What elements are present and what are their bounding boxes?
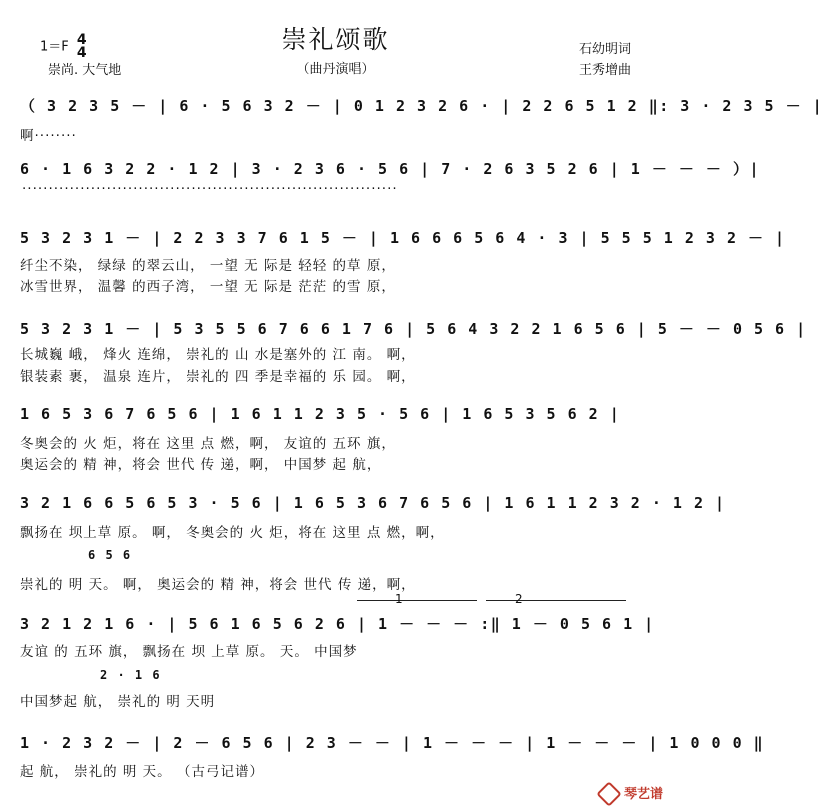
composer: 王秀增曲 — [578, 63, 631, 78]
lyric-line-7: 崇礼的 明 天。 啊， 奥运会的 精 神，将会 世代 传 递，啊， — [20, 577, 416, 593]
lyric-line-5b: 奥运会的 精 神，将会 世代 传 递，啊， 中国梦 起 航， — [20, 457, 382, 473]
volta-label-2: 2 — [515, 592, 523, 606]
lyric-line-3b: 冰雪世界， 温馨 的西子湾， 一望 无 际是 茫茫 的雪 原， — [20, 279, 396, 295]
lyric-line-10: 起 航， 崇礼的 明 天。 （古弓记谱） — [20, 764, 264, 780]
lyric-line-4a: 长城巍 峨， 烽火 连绵， 崇礼的 山 水是塞外的 江 南。 啊， — [20, 347, 416, 363]
score-line-6: 3 2 1 6 6 5 6 5 3 · 5 6 | 1 6 5 3 6 7 6 5 6 | 1 6 1 1 2 3 2 · 1 2 | — [20, 494, 726, 512]
lyric-line-8: 友谊 的 五环 旗， 飘扬在 坝 上草 原。 天。 中国梦 — [20, 644, 358, 660]
key-signature: 1＝F 4 4 — [40, 32, 87, 61]
volta-bracket-2 — [486, 600, 626, 601]
score-line-5: 1 6 5 3 6 7 6 5 6 | 1 6 1 1 2 3 5 · 5 6 | 1 6 5 3 5 6 2 | — [20, 405, 621, 423]
score-line-8: 3 2 1 2 1 6 · | 5 6 1 6 5 6 2 6 | 1 － － － :‖ 1 － 0 5 6 1 | — [20, 615, 655, 633]
tempo-mark: 崇尚. 大气地 — [48, 63, 122, 78]
lyric-line-2: ······································································· — [22, 181, 398, 197]
score-line-7: 6 5 6 — [88, 548, 132, 562]
subtitle: （曲丹演唱） — [296, 62, 375, 77]
score-line-2: 6 · 1 6 3 2 2 · 1 2 | 3 · 2 3 6 · 5 6 | 7 · 2 6 3 5 2 6 | 1 － － － ）| — [20, 160, 760, 178]
watermark — [600, 783, 663, 804]
volta-label-1: 1 — [395, 592, 403, 606]
score-line-4: 5 3 2 3 1 － | 5 3 5 5 6 7 6 6 1 7 6 | 5 6 4 3 2 2 1 6 5 6 | 5 － － 0 5 6 | — [20, 320, 807, 338]
score-line-1: （ 3 2 3 5 － | 6 · 5 6 3 2 － | 0 1 2 3 2 6 · | 2 2 6 5 1 2 ‖: 3 · 2 3 5 － | — [20, 97, 823, 115]
watermark-text: 琴艺谱 — [623, 786, 663, 802]
lyric-line-1: 啊········ — [20, 128, 77, 144]
time-signature-bottom: 4 — [76, 45, 87, 61]
page-title: 崇礼颂歌 — [281, 25, 390, 54]
lyric-line-5a: 冬奥会的 火 炬，将在 这里 点 燃，啊， 友谊的 五环 旗， — [20, 436, 396, 452]
lyricist: 石幼明词 — [578, 42, 631, 57]
lyric-line-9: 中国梦起 航， 崇礼的 明 天明 — [20, 694, 216, 710]
logo-icon — [596, 781, 621, 806]
time-signature-top: 4 — [76, 32, 87, 48]
lyric-line-4b: 银装素 裹， 温泉 连片， 崇礼的 四 季是幸福的 乐 园。 啊， — [20, 369, 416, 385]
score-line-3: 5 3 2 3 1 － | 2 2 3 3 7 6 1 5 － | 1 6 6 6 5 6 4 · 3 | 5 5 5 1 2 3 2 － | — [20, 229, 786, 247]
lyric-line-6: 飘扬在 坝上草 原。 啊， 冬奥会的 火 炬，将在 这里 点 燃，啊， — [20, 525, 445, 541]
score-line-9: 2 · 1 6 — [100, 668, 162, 682]
score-line-10: 1 · 2 3 2 － | 2 － 6 5 6 | 2 3 － － | 1 － － － | 1 － － － | 1 0 0 0 ‖ — [20, 734, 765, 752]
volta-bracket-1 — [357, 600, 477, 601]
lyric-line-3a: 纤尘不染， 绿绿 的翠云山， 一望 无 际是 轻轻 的草 原， — [20, 258, 396, 274]
